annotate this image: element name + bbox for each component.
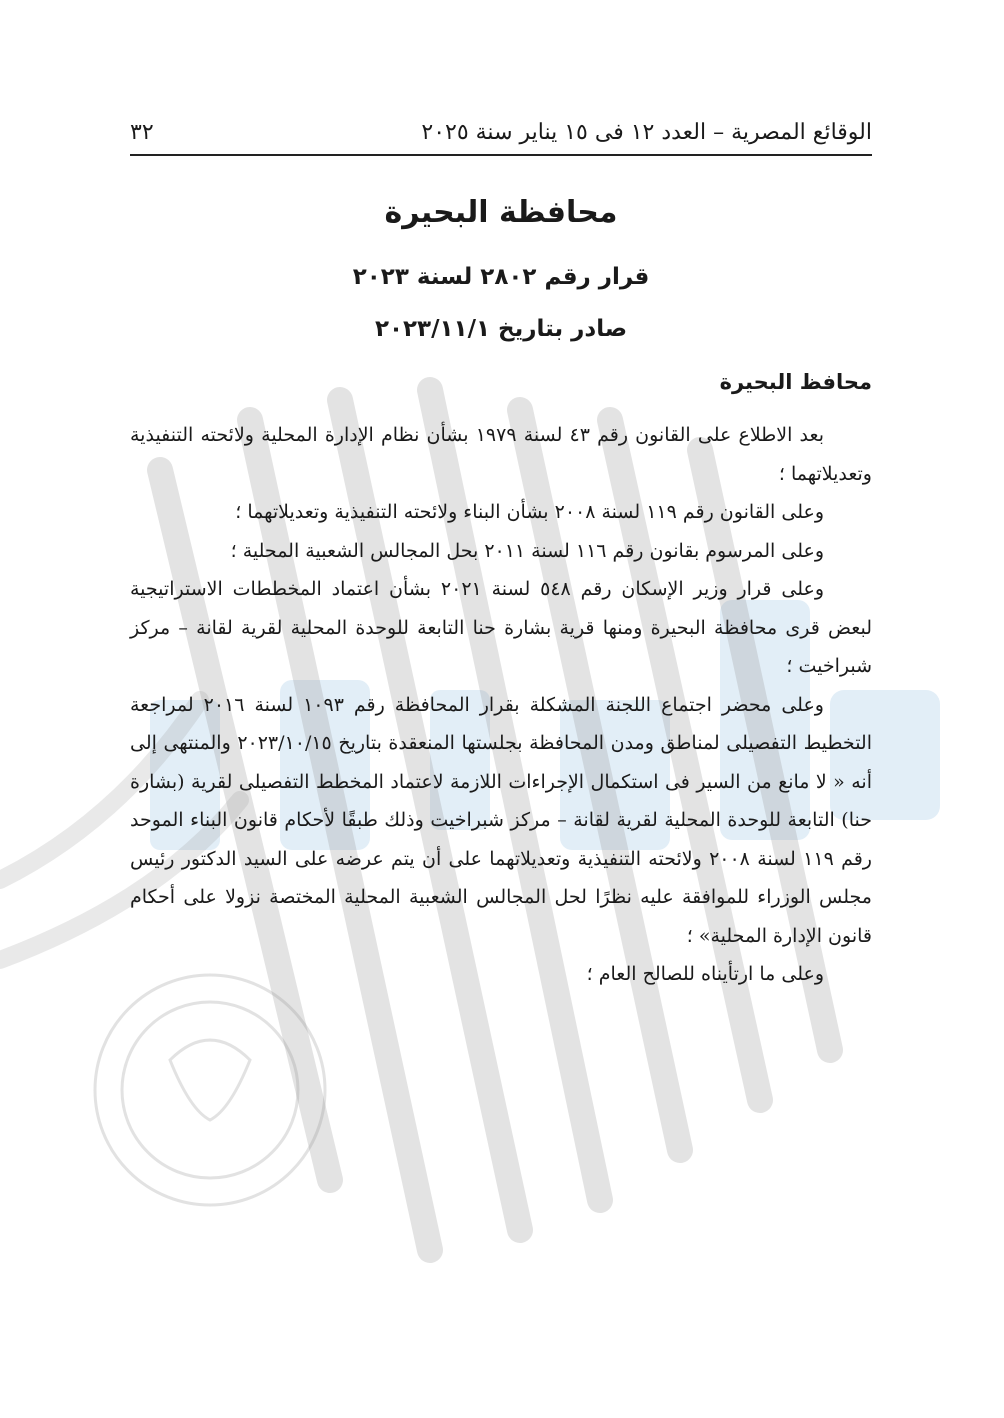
paragraph-committee-minutes: وعلى محضر اجتماع اللجنة المشكلة بقرار المحافظة رقم ١٠٩٣ لسنة ٢٠١٦ لمراجعة التخطيط التفصيلى لمناطق ومدن المحافظة بجلستها المنعقدة بتاريخ ٢٠٢٣/١٠/١٥ والمنتهى إلى أنه « لا مانع من السير فى استكمال الإجراءات اللازمة لاعتماد المخطط التفصيلى لقرية (بشارة حنا) التابعة للوحدة المحلية لقرية لقانة – مركز شبراخيت وذلك طبقًا لأحكام قانون البناء الموحد رقم ١١٩ لسنة ٢٠٠٨ ولائحته التنفيذية وتعديلاتهما على أن يتم عرضه على السيد الدكتور رئيس مجلس الوزراء للموافقة عليه نظرًا لحل المجالس الشعبية المحلية المختصة نزولا على أحكام قانون الإدارة المحلية» ؛ <box>130 693 872 947</box>
watermark-seal <box>95 975 325 1205</box>
header-rule <box>130 154 872 156</box>
paragraph-public-interest: وعلى ما ارتأيناه للصالح العام ؛ <box>586 963 824 985</box>
page-number: ٣٢ <box>130 119 154 145</box>
publication-title: الوقائع المصرية – العدد ١٢ فى ١٥ يناير سنة ٢٠٢٥ <box>421 119 872 145</box>
running-header <box>130 112 872 152</box>
paragraph-housing-minister: وعلى قرار وزير الإسكان رقم ٥٤٨ لسنة ٢٠٢١ بشأن اعتماد المخططات الاستراتيجية لبعض قرى محافظة البحيرة ومنها قرية بشارة حنا التابعة للوحدة المحلية لقرية لقانة – مركز شبراخيت ؛ <box>130 578 872 677</box>
decree-title: قرار رقم ٢٨٠٢ لسنة ٢٠٢٣ <box>352 264 650 290</box>
title-block <box>130 186 872 344</box>
paragraph-building-law: وعلى القانون رقم ١١٩ لسنة ٢٠٠٨ بشأن البناء ولائحته التنفيذية وتعديلاتهما ؛ <box>235 501 824 523</box>
issued-date: صادر بتاريخ ٢٠٢٣/١١/١ <box>374 316 628 342</box>
decree-body <box>130 416 872 994</box>
paragraph-decree-law-116: وعلى المرسوم بقانون رقم ١١٦ لسنة ٢٠١١ بحل المجالس الشعبية المحلية ؛ <box>230 539 824 562</box>
governor-heading: محافظ البحيرة <box>719 370 872 394</box>
paragraph-local-admin-law: بعد الاطلاع على القانون رقم ٤٣ لسنة ١٩٧٩ بشأن نظام الإدارة المحلية ولائحته التنفيذية وتعديلاتهما ؛ <box>130 424 872 485</box>
governorate-title: محافظة البحيرة <box>384 195 618 230</box>
